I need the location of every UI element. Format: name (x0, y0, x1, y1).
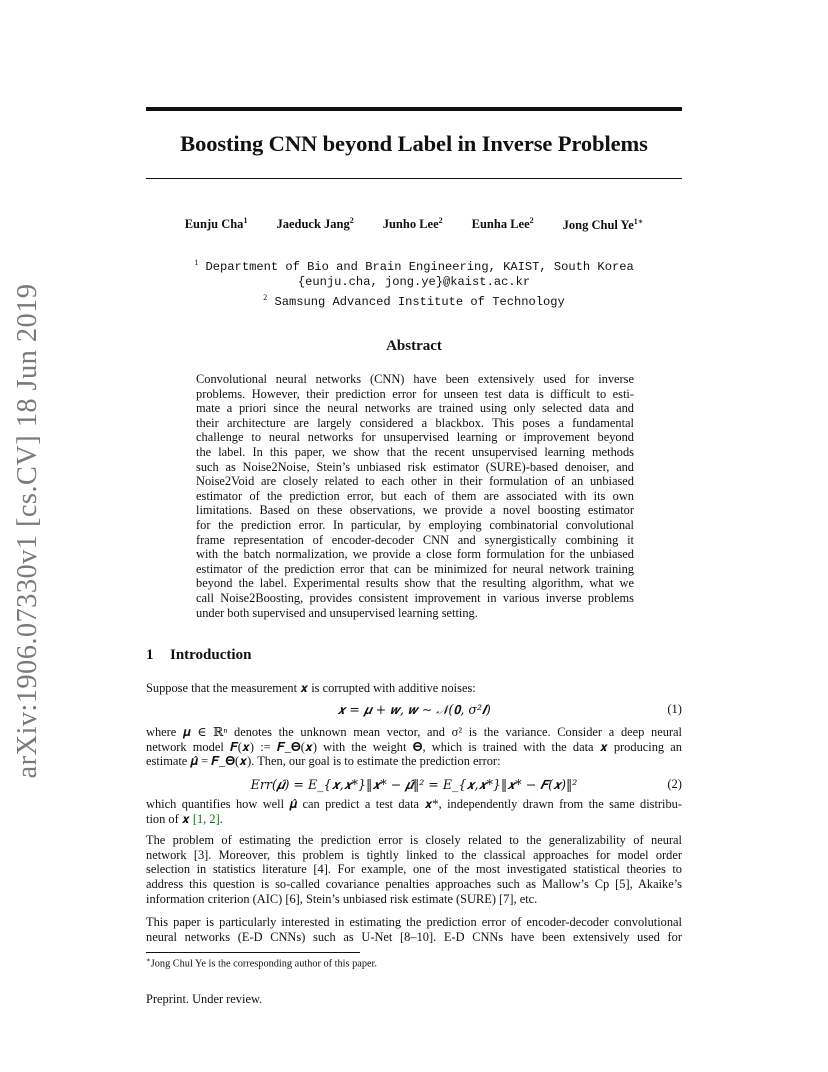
footnote: ∗Jong Chul Ye is the corresponding author of this paper. (146, 956, 377, 970)
abstract-heading: Abstract (386, 338, 442, 354)
abstract-line: with the batch normalization, we provide a close form formulation for the unbiased (196, 547, 634, 562)
abstract-line: their architecture are largely considered a blackbox. This poses a fundamental (196, 415, 634, 430)
intro-paragraph-4: The problem of estimating the prediction error is closely related to the generalizability of neural network [3]. Moreover, this problem is tightly linked to the classical approaches for model order selection in statistics literature [4]. For example, one of the most investigated statistical theories to address this question is so-called covariance penalties approaches such as Mallow’s Cp [5], Akaike’s information criterion (AIC) [6], Stein’s unbiased risk estimate (SURE) [7], etc. (146, 833, 682, 906)
author-emails: {eunju.cha, jong.ye}@kaist.ac.kr (297, 275, 531, 290)
abstract-line: mate a priori since the neural networks are trained using only selected data and (196, 401, 634, 416)
affiliation-samsung: $^2$ Samsung Advanced Institute of Technology (263, 293, 565, 310)
citation-link[interactable]: [1, 2] (192, 811, 220, 826)
footnote-rule (146, 952, 360, 953)
equation-body: 𝒙 = 𝝁 + 𝒘, 𝒘 ∼ 𝒩(𝟎, σ²𝑰) (337, 702, 491, 717)
section-heading-introduction: 1 Introduction (146, 647, 252, 663)
title-bottom-rule (146, 178, 682, 179)
title-top-rule (146, 107, 682, 111)
abstract-line: the label. In this paper, we show that the recent unsupervised learning methods (196, 444, 634, 459)
abstract-line: frame representation of encoder-decoder CNN and synergistically combining it (196, 532, 634, 547)
abstract-line: Convolutional neural networks (CNN) have been extensively used for inverse (196, 372, 634, 386)
affiliation-kaist: $^1$ Department of Bio and Brain Engineering, KAIST, South Korea (194, 258, 634, 275)
abstract-body (196, 372, 634, 620)
abstract-line: call Noise2Boosting, provides consistent improvement in various inverse problems (196, 590, 634, 605)
author: Eunha Lee$^2$ (471, 216, 534, 232)
abstract-line: estimator of the prediction error that can be minimized for neural network training (196, 561, 634, 576)
author-list (146, 216, 682, 233)
intro-paragraph-3: which quantifies how well 𝝁̂ can predict a test data 𝒙*, independently drawn from the same distribu- tion of 𝒙 [1, 2]. (146, 797, 682, 826)
equation-number: (2) (667, 777, 682, 791)
abstract-line: beyond the label. Experimental results show that the resulting algorithm, what we (196, 576, 634, 591)
author: Jaeduck Jang$^2$ (276, 216, 354, 232)
abstract-line: under both supervised and unsupervised learning setting. (196, 605, 478, 620)
intro-paragraph-5: This paper is particularly interested in estimating the prediction error of encoder-decoder convolutional neural networks (E-D CNNs) such as U-Net [8–10]. E-D CNNs have been extensively used for (146, 915, 682, 944)
abstract-line: for the prediction error. In particular, by employing combinatorial convolutional (196, 517, 634, 532)
abstract-line: challenge to neural networks for unsupervised learning or improvement beyond (196, 430, 634, 445)
abstract-line: limitations. Based on these observations, we provide a novel boosting estimator (196, 503, 634, 518)
arxiv-side-identifier: arXiv:1906.07330v1 [cs.CV] 18 Jun 2019 (12, 283, 43, 779)
preprint-note: Preprint. Under review. (146, 992, 263, 1006)
author: Jong Chul $Ye^{1∗}$ (562, 217, 644, 233)
equation-1 (146, 702, 682, 718)
abstract-line: such as Noise2Noise, Stein’s unbiased risk estimator (SURE)-based denoiser, and (196, 459, 634, 474)
equation-body: Err(𝝁̂) = E_{𝒙,𝒙*}‖𝒙* − 𝝁̂‖² = E_{𝒙,𝒙*}‖𝒙* − 𝑭(𝒙)‖² (250, 777, 578, 792)
author: Junho Lee$^2$ (382, 216, 443, 232)
equation-2 (146, 777, 682, 793)
intro-paragraph-2: where 𝝁 ∈ ℝⁿ denotes the unknown mean vector, and σ² is the variance. Consider a deep neural network model 𝑭(𝒙) := 𝑭_𝚯(𝒙) with the weight 𝚯, which is trained with the data 𝒙 producing an estimate 𝝁̂ = 𝑭_𝚯(𝒙). Then, our goal is to estimate the prediction error: (146, 725, 682, 769)
paper-title: Boosting CNN beyond Label in Inverse Problems (180, 131, 648, 156)
author: Eunju Cha$^1$ (184, 216, 248, 232)
abstract-line: Noise2Void are closely related to each other in their formulation of an unbiased (196, 474, 634, 489)
intro-paragraph-1: Suppose that the measurement 𝒙 is corrupted with additive noises: (146, 681, 476, 695)
affiliations (146, 255, 682, 310)
abstract-line: estimator of the prediction error, but each of them are associated with its own (196, 488, 634, 503)
equation-number: (1) (667, 702, 682, 716)
abstract-line: problems. However, their prediction error for unseen test data is difficult to esti- (196, 386, 634, 401)
